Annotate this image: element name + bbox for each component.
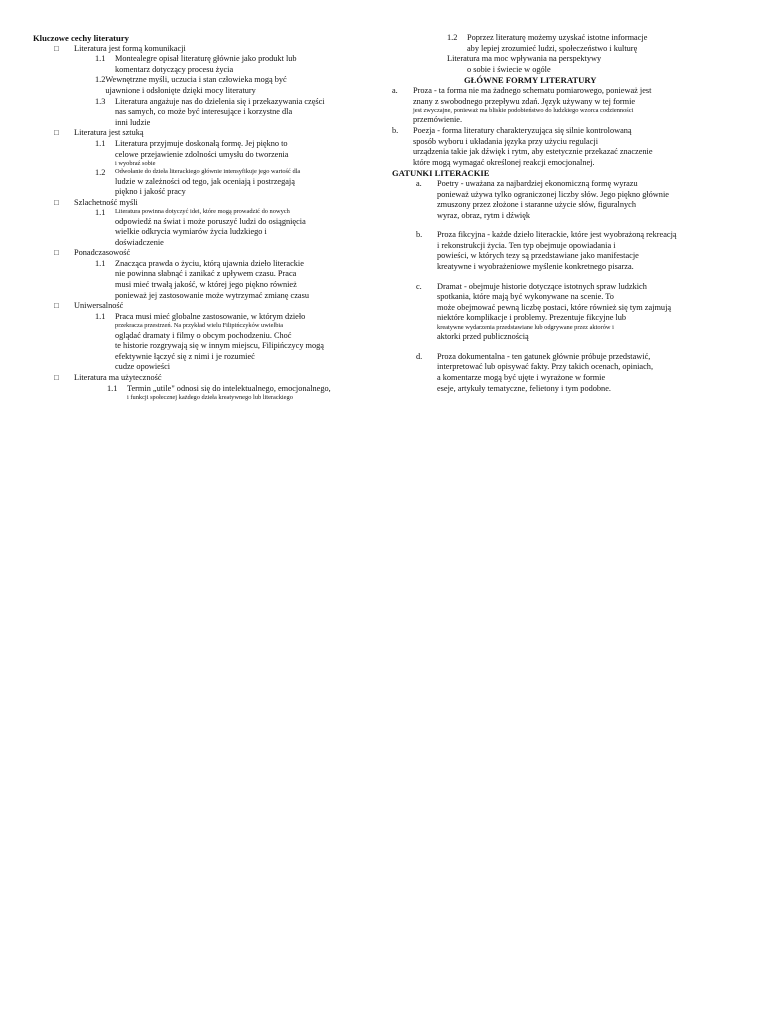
text-line: komentarz dotyczący procesu życia xyxy=(115,64,234,74)
text-line: Poezja - forma literatury charakteryzująca się silnie kontrolowaną xyxy=(413,125,632,135)
list-letter: d. xyxy=(416,351,423,361)
bullet-item xyxy=(54,301,385,312)
bullet-label: Literatura jest sztuką xyxy=(74,128,144,138)
text-line: celowe przejawienie zdolności umysłu do tworzenia xyxy=(115,149,289,159)
bullet-label: Literatura ma użyteczność xyxy=(74,373,162,383)
square-bullet-icon: □ xyxy=(54,373,59,383)
text-line: nas samych, co może być interesujące i korzystne dla xyxy=(115,107,293,117)
text-line: wielkie odkrycia wymiarów życia ludzkiego i xyxy=(115,227,267,237)
bullet-label: Literatura jest formą komunikacji xyxy=(74,43,186,53)
text-line: eseje, artykuły tematyczne, felietony i tym podobne. xyxy=(437,383,611,393)
text-line: Praca musi mieć globalne zastosowanie, w którym dzieło xyxy=(115,311,306,321)
square-bullet-icon: □ xyxy=(54,301,59,311)
text-line: Proza dokumentalna - ten gatunek głównie próbuje przedstawić, xyxy=(437,351,651,361)
list-letter: b. xyxy=(392,125,399,135)
text-line: Dramat - obejmuje historie dotyczące istotnych spraw ludzkich xyxy=(437,281,647,291)
text-line-small: kreatywne wydarzenia przedstawiane lub odgrywane przez aktorów i xyxy=(437,324,614,332)
text-line: które mogą wymagać określonej reakcji emocjonalnej. xyxy=(413,157,595,167)
sub-item xyxy=(107,384,385,403)
list-item xyxy=(416,230,768,272)
text-line-small: i funkcji społecznej każdego dzieła kreatywnego lub literackiego xyxy=(127,394,293,402)
section-title-key-features: Kluczowe cechy literatury xyxy=(33,33,129,43)
sub-item xyxy=(95,139,385,168)
sub-item xyxy=(95,54,385,75)
text-line: aktorki przed publicznością xyxy=(437,332,529,342)
sub-item xyxy=(95,259,385,301)
text-line: kreatywne i wyobrażeniowe myślenie konkretnego pisarza. xyxy=(437,262,634,272)
text-line: doświadczenie xyxy=(115,237,164,247)
text-line: o sobie i świecie w ogóle xyxy=(467,64,551,74)
text-line: spotkania, które mają być wykonywane na scenie. To xyxy=(437,292,614,302)
text-line: te historie rozgrywają się w innym miejscu, Filipińczycy mogą xyxy=(115,341,324,351)
text-line: znany z swobodnego przepływu zdań. Język używany w tej formie xyxy=(413,96,636,106)
sub-item-number: 1.1 xyxy=(95,208,106,218)
text-line: odpowiedź na świat i może poruszyć ludzi do osiągnięcia xyxy=(115,216,306,226)
sub-item-number: 1.1 xyxy=(95,311,106,321)
text-line: Proza fikcyjna - każde dzieło literackie, które jest wyobrażoną rekreacją xyxy=(437,230,677,240)
list-item xyxy=(416,179,716,221)
text-line: Proza - ta forma nie ma żadnego schematu pomiarowego, ponieważ jest xyxy=(413,85,652,95)
sub-item xyxy=(95,168,385,197)
sub-item-number: 1.3 xyxy=(95,96,106,106)
bullet-item xyxy=(54,44,385,55)
text-line: sposób wyboru i układania języka przy użyciu regulacji xyxy=(413,136,599,146)
text-line: aby lepiej zrozumieć ludzi, społeczeństwo i kulturę xyxy=(467,43,638,53)
sub-item-number: 1.1 xyxy=(95,138,106,148)
text-line-small: przekracza przestrzeń. Na przykład wielu Filipińczyków uwielbia xyxy=(115,322,284,330)
sub-item-number: 1.2 xyxy=(95,168,106,178)
text-line: powieści, w których tezy są przedstawiane jako manifestacje xyxy=(437,251,639,261)
list-item xyxy=(416,282,678,343)
text-line: Poprzez literaturę możemy uzyskać istotne informacje xyxy=(467,33,648,42)
square-bullet-icon: □ xyxy=(54,43,59,53)
sub-item-number: 1.1 xyxy=(95,54,106,64)
text-line: Literatura ma moc wpływania na perspektywy xyxy=(447,54,602,64)
text-line: może obejmować pewną liczbę postaci, które również się tym zajmują xyxy=(437,302,672,312)
section-heading-main-forms: GŁÓWNE FORMY LITERATURY xyxy=(464,75,597,86)
sub-item-number: 1.2 xyxy=(447,33,458,42)
text-line-small: i wyobraź sobie xyxy=(115,160,156,168)
sub-item xyxy=(95,208,385,248)
text-line: Termin „utile" odnosi się do intelektualnego, emocjonalnego, xyxy=(127,383,331,393)
text-line: musi mieć trwałą jakość, w której jego piękno również xyxy=(115,280,297,290)
text-line: i rekonstrukcji życia. Ten typ obejmuje opowiadania i xyxy=(437,240,616,250)
text-line: niektóre komplikacje i problemy. Prezentuje fikcyjne lub xyxy=(437,313,627,323)
list-item xyxy=(392,126,734,168)
paragraph xyxy=(447,54,705,75)
bullet-label: Ponadczasowość xyxy=(74,248,131,258)
bullet-item xyxy=(54,248,385,259)
text-line: efektywnie łączyć się z nimi i je rozumieć xyxy=(115,351,255,361)
text-line: a komentarze mogą być ujęte i wyrażone w formie xyxy=(437,373,606,383)
text-line: ponieważ jej zastosowanie może wytrzymać zmianę czasu xyxy=(115,290,309,300)
text-line: cudze opowieści xyxy=(115,362,171,372)
text-line: ujawnione i odsłonięte dzięki mocy literatury xyxy=(105,85,256,95)
text-line: Montealegre opisał literaturę głównie jako produkt lub xyxy=(115,54,297,64)
list-letter: a. xyxy=(392,85,398,95)
text-line: nie powinna słabnąć i zanikać z upływem czasu. Praca xyxy=(115,269,297,279)
bullet-label: Szlachetność myśli xyxy=(74,197,138,207)
list-letter: a. xyxy=(416,178,422,188)
list-item xyxy=(392,86,702,126)
section-heading-genres: GATUNKI LITERACKIE xyxy=(392,168,490,179)
bullet-item xyxy=(54,128,385,139)
list-item xyxy=(416,352,764,394)
text-line-small: jest zwyczajne, ponieważ ma bliskie podobieństwo do ludzkiego wzorca codzienności xyxy=(413,107,634,115)
right-column xyxy=(392,33,768,394)
text-line: urządzenia takie jak dźwięk i rytm, aby estetycznie przekazać znaczenie xyxy=(413,147,653,157)
text-line: wyraz, obraz, rytm i dźwięk xyxy=(437,210,531,220)
square-bullet-icon: □ xyxy=(54,197,59,207)
text-line: przemówienie. xyxy=(413,115,463,125)
text-line: Literatura angażuje nas do dzielenia się i przekazywania części xyxy=(115,96,325,106)
text-line: zmuszony przez złożone i staranne użycie słów, figuralnych xyxy=(437,200,636,210)
bullet-item xyxy=(54,198,385,209)
left-column xyxy=(33,33,385,402)
sub-item-number: 1.1 xyxy=(107,383,118,393)
sub-item xyxy=(95,312,385,373)
text-line: ludzie w zależności od tego, jak oceniają i postrzegają xyxy=(115,176,295,186)
text-line: Wewnętrzne myśli, uczucia i stan człowieka mogą być xyxy=(105,75,287,85)
text-line: Literatura przyjmuje doskonałą formę. Jej piękno to xyxy=(115,138,288,148)
bullet-item xyxy=(54,373,385,384)
square-bullet-icon: □ xyxy=(54,248,59,258)
bullet-label: Uniwersalność xyxy=(74,301,124,311)
list-letter: b. xyxy=(416,230,423,240)
text-line: inni ludzie xyxy=(115,117,151,127)
sub-item-number: 1.1 xyxy=(95,258,106,268)
text-line-small: Literatura powinna dotyczyć idei, które mogą prowadzić do nowych xyxy=(115,208,290,216)
sub-item xyxy=(95,97,385,129)
text-line-small: Odwołanie do dzieła literackiego głównie intensyfikuje jego wartość dla xyxy=(115,168,301,176)
text-line: piękno i jakość pracy xyxy=(115,187,186,197)
text-line: Znacząca prawda o życiu, którą ujawnia dzieło literackie xyxy=(115,258,304,268)
sub-item xyxy=(95,75,385,96)
square-bullet-icon: □ xyxy=(54,128,59,138)
sub-item xyxy=(447,33,705,54)
text-line: ponieważ używa tylko ograniczonej liczby słów. Jego piękno głównie xyxy=(437,189,669,199)
list-letter: c. xyxy=(416,281,422,291)
text-line: interpretować lub opisywać fakty. Przy takich ocenach, opiniach, xyxy=(437,362,654,372)
text-line: Poetry - uważana za najbardziej ekonomiczną formę wyrazu xyxy=(437,178,638,188)
text-line: oglądać dramaty i filmy o obcym pochodzeniu. Choć xyxy=(115,330,292,340)
sub-item-number: 1.2 xyxy=(95,75,106,85)
